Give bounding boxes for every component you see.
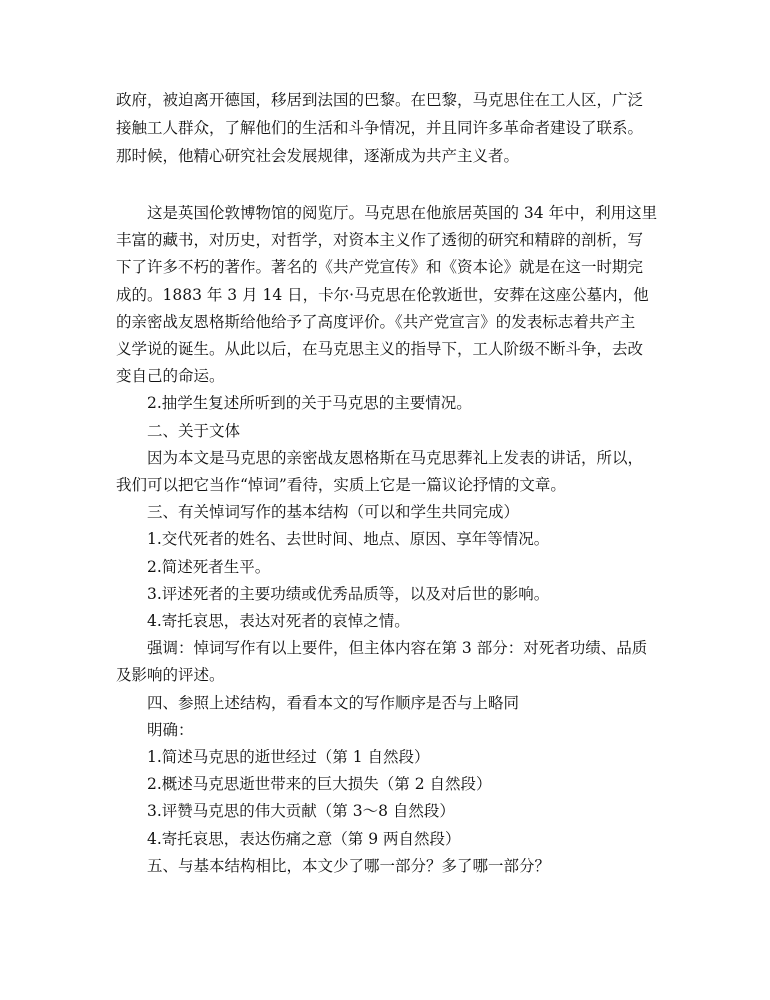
list-item: 2.概述马克思逝世带来的巨大损失（第 2 自然段） [147,775,492,794]
text-line: 这是英国伦敦博物馆的阅览厅。马克思在他旅居英国的 34 年中，利用这里 [147,204,658,222]
museum-paragraph [116,200,656,390]
text-line: 成的。1883 年 3 月 14 日，卡尔·马克思在伦敦逝世，安葬在这座公墓内，他 [116,285,649,304]
text-line: 我们可以把它当作“悼词”看待，实质上它是一篇议论抒情的文章。 [116,476,566,495]
intro-paragraph [116,86,656,170]
text-line: 的亲密战友恩格斯给他给予了高度评价。《共产党宣言》的发表标志着共产主 [116,312,636,331]
text-line: 及影响的评述。 [116,666,225,685]
text-line: 变自己的命运。 [116,367,225,386]
step-two: 2.抽学生复述所听到的关于马克思的主要情况。 [147,394,472,413]
list-item: 4.寄托哀思，表达伤痛之意（第 9 两自然段） [147,829,461,848]
emphasis-paragraph [116,635,656,689]
section-two-paragraph [116,445,656,499]
text-line: 丰富的藏书，对历史，对哲学，对资本主义作了透彻的研究和精辟的剖析，写 [116,231,644,250]
text-line: 政府，被迫离开德国，移居到法国的巴黎。在巴黎，马克思住在工人区，广泛 [116,91,644,109]
text-line: 下了许多不朽的著作。著名的《共产党宣传》和《资本论》就是在这一时期完 [116,258,644,277]
text-line: 接触工人群众，了解他们的生活和斗争情况，并且同许多革命者建设了联系。 [116,119,644,137]
section-four-heading: 四、参照上述结构，看看本文的写作顺序是否与上略同 [147,693,520,712]
text-line: 义学说的诞生。从此以后，在马克思主义的指导下，工人阶级不断斗争，去改 [116,340,644,359]
list-item: 4.寄托哀思，表达对死者的哀悼之情。 [147,612,410,631]
section-five-heading: 五、与基本结构相比，本文少了哪一部分？多了哪一部分？ [147,856,551,875]
main-content [116,200,656,880]
section-three-heading: 三、有关悼词写作的基本结构（可以和学生共同完成） [147,503,520,522]
clarify-label: 明确： [147,720,194,739]
text-line: 那时候，他精心研究社会发展规律，逐渐成为共产主义者。 [116,147,520,165]
list-item: 1.简述马克思的逝世经过（第 1 自然段） [147,748,430,767]
section-two-heading: 二、关于文体 [147,421,241,440]
list-item: 3.评述死者的主要功绩或优秀品质等，以及对后世的影响。 [147,584,550,603]
text-line: 因为本文是马克思的亲密战友恩格斯在马克思葬礼上发表的讲话，所以， [147,448,644,467]
text-line: 强调：悼词写作有以上要件，但主体内容在第 3 部分：对死者功绩、品质 [147,639,648,658]
list-item: 1.交代死者的姓名、去世时间、地点、原因、享年等情况。 [147,530,550,549]
list-item: 3.评赞马克思的伟大贡献（第 3～8 自然段） [147,802,455,821]
list-item: 2.简述死者生平。 [147,557,271,576]
